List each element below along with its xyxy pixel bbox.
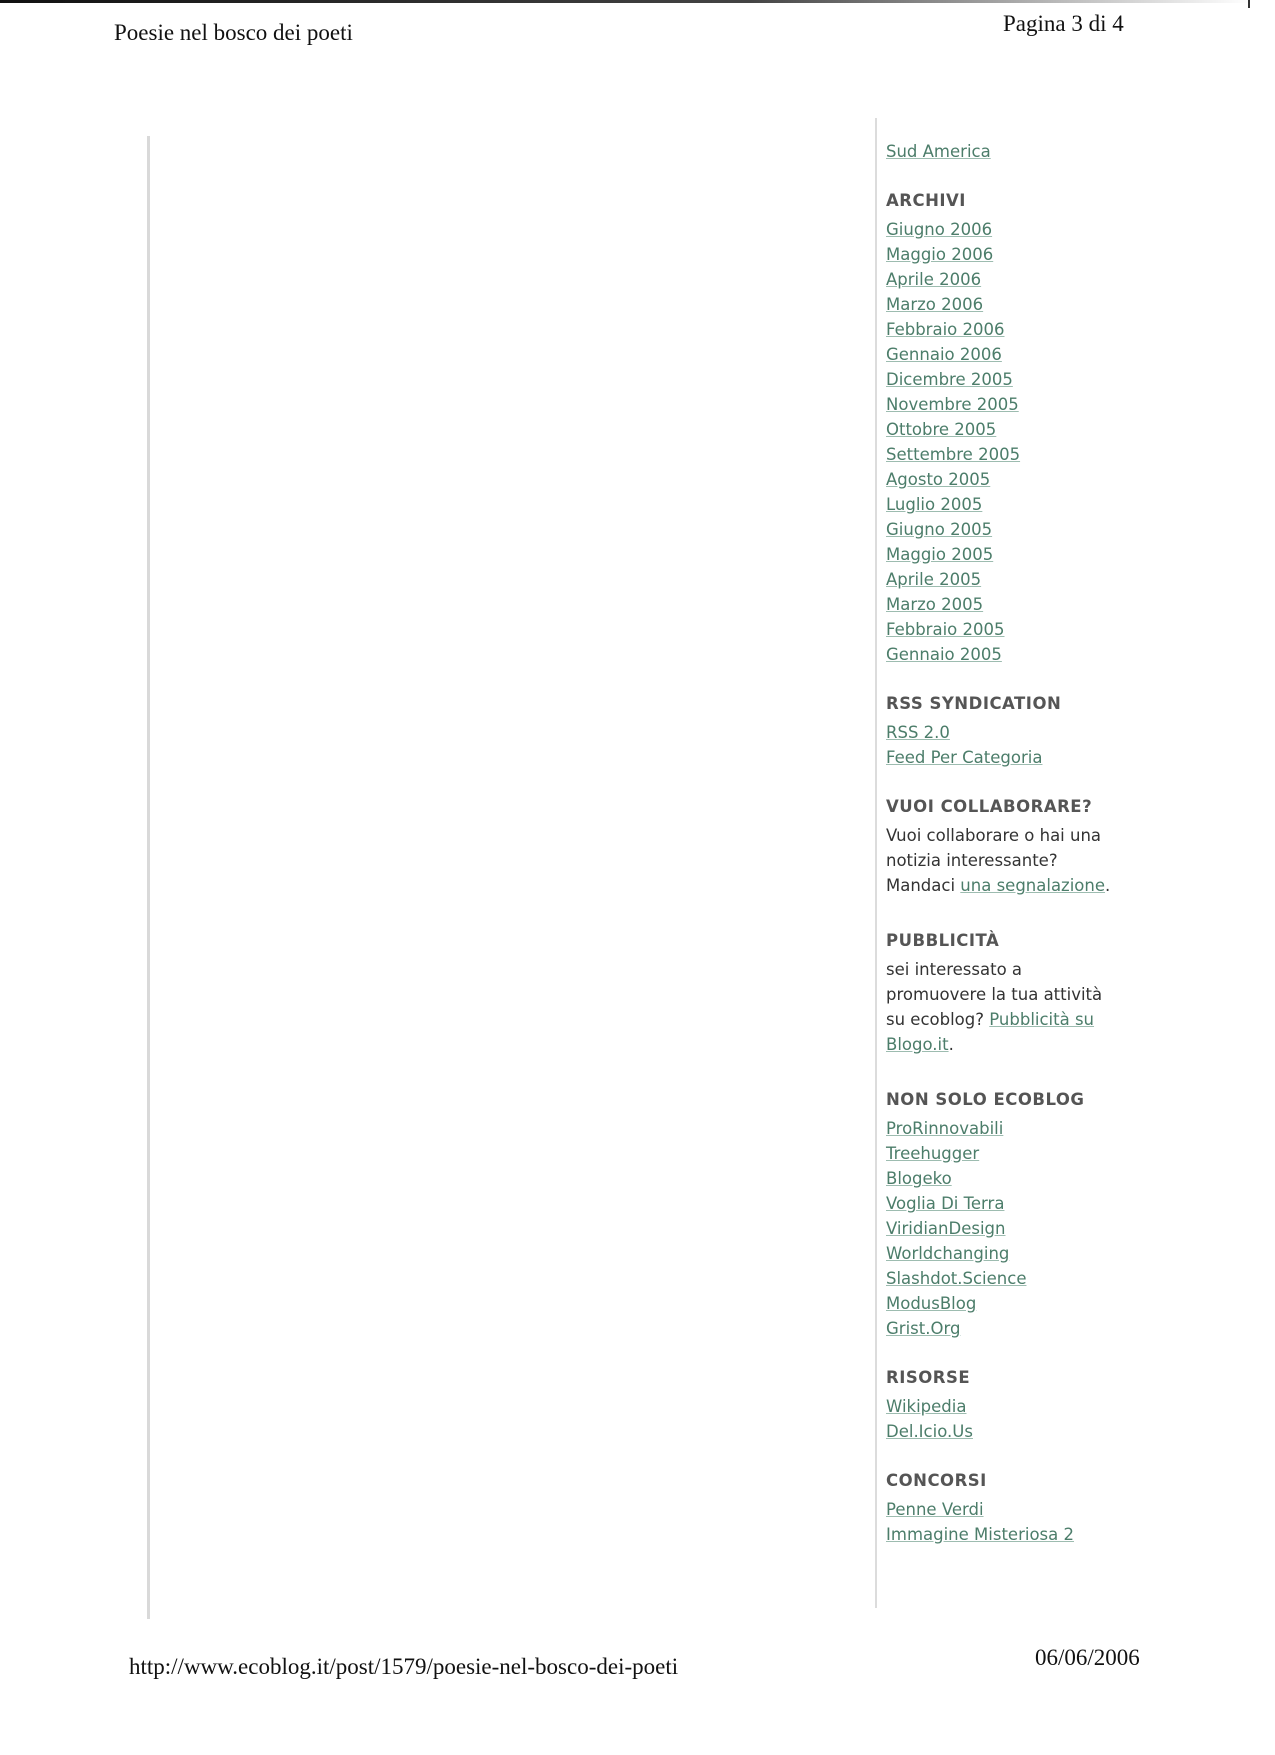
risorse-link[interactable]: Wikipedia bbox=[886, 1397, 967, 1416]
pubblicita-line-1: sei interessato a bbox=[886, 960, 1023, 979]
pubblicita-line-3-prefix: su ecoblog? bbox=[886, 1010, 990, 1029]
archivi-item bbox=[886, 467, 1146, 492]
collabora-line-2: notizia interessante? bbox=[886, 851, 1058, 870]
scan-edge-top bbox=[0, 0, 1250, 3]
non-solo-list bbox=[886, 1116, 1146, 1341]
non-solo-item bbox=[886, 1291, 1146, 1316]
non-solo-item bbox=[886, 1241, 1146, 1266]
archivi-link[interactable]: Maggio 2006 bbox=[886, 245, 994, 264]
archivi-link[interactable]: Febbraio 2006 bbox=[886, 320, 1005, 339]
print-footer-url: http://www.ecoblog.it/post/1579/poesie-nel-bosco-dei-poeti bbox=[129, 1654, 679, 1679]
archivi-item bbox=[886, 617, 1146, 642]
archivi-link[interactable]: Maggio 2005 bbox=[886, 545, 994, 564]
rss-item bbox=[886, 745, 1146, 770]
non-solo-item bbox=[886, 1116, 1146, 1141]
non-solo-link[interactable]: Slashdot.Science bbox=[886, 1269, 1027, 1288]
archivi-item bbox=[886, 442, 1146, 467]
archivi-link[interactable]: Giugno 2006 bbox=[886, 220, 993, 239]
pubblicita-text bbox=[886, 957, 1146, 1057]
print-header-title: Poesie nel bosco dei poeti bbox=[114, 20, 353, 45]
concorsi-item bbox=[886, 1522, 1146, 1547]
archivi-link[interactable]: Marzo 2006 bbox=[886, 295, 984, 314]
non-solo-link[interactable]: ModusBlog bbox=[886, 1294, 977, 1313]
collabora-line-3-prefix: Mandaci bbox=[886, 876, 961, 895]
archivi-item bbox=[886, 292, 1146, 317]
archivi-item bbox=[886, 567, 1146, 592]
concorsi-section bbox=[886, 1468, 1146, 1547]
archivi-item bbox=[886, 417, 1146, 442]
archivi-item bbox=[886, 367, 1146, 392]
non-solo-item bbox=[886, 1266, 1146, 1291]
non-solo-section bbox=[886, 1087, 1146, 1341]
archivi-link[interactable]: Giugno 2005 bbox=[886, 520, 993, 539]
sidebar-link-sud-america[interactable]: Sud America bbox=[886, 142, 991, 161]
archivi-link[interactable]: Aprile 2006 bbox=[886, 270, 982, 289]
risorse-item bbox=[886, 1419, 1146, 1444]
non-solo-item bbox=[886, 1216, 1146, 1241]
archivi-link[interactable]: Novembre 2005 bbox=[886, 395, 1019, 414]
rss-link[interactable]: RSS 2.0 bbox=[886, 723, 950, 742]
collabora-text bbox=[886, 823, 1146, 898]
archivi-list bbox=[886, 217, 1146, 667]
archivi-item bbox=[886, 592, 1146, 617]
concorsi-link[interactable]: Immagine Misteriosa 2 bbox=[886, 1525, 1074, 1544]
non-solo-link[interactable]: Voglia Di Terra bbox=[886, 1194, 1005, 1213]
archivi-link[interactable]: Ottobre 2005 bbox=[886, 420, 997, 439]
non-solo-link[interactable]: ViridianDesign bbox=[886, 1219, 1006, 1238]
sidebar-border bbox=[875, 118, 877, 1608]
archivi-section bbox=[886, 188, 1146, 667]
non-solo-item bbox=[886, 1316, 1146, 1341]
rss-list bbox=[886, 720, 1146, 770]
archivi-link[interactable]: Gennaio 2006 bbox=[886, 345, 1002, 364]
pubblicita-suffix: . bbox=[948, 1035, 954, 1054]
pubblicita-line-2: promuovere la tua attività bbox=[886, 985, 1103, 1004]
scan-edge-right bbox=[1248, 0, 1250, 8]
non-solo-item bbox=[886, 1191, 1146, 1216]
collabora-title: VUOI COLLABORARE? bbox=[886, 797, 1093, 816]
concorsi-item bbox=[886, 1497, 1146, 1522]
risorse-item bbox=[886, 1394, 1146, 1419]
archivi-link[interactable]: Luglio 2005 bbox=[886, 495, 983, 514]
risorse-list bbox=[886, 1394, 1146, 1444]
non-solo-link[interactable]: Worldchanging bbox=[886, 1244, 1010, 1263]
non-solo-link[interactable]: Treehugger bbox=[886, 1144, 980, 1163]
archivi-item bbox=[886, 267, 1146, 292]
archivi-item bbox=[886, 392, 1146, 417]
content-column-border bbox=[147, 136, 150, 1619]
pubblicita-section bbox=[886, 928, 1146, 1057]
archivi-item bbox=[886, 217, 1146, 242]
archivi-title: ARCHIVI bbox=[886, 191, 966, 210]
print-header-page-number: Pagina 3 di 4 bbox=[1003, 11, 1124, 36]
rss-section bbox=[886, 691, 1146, 770]
concorsi-link[interactable]: Penne Verdi bbox=[886, 1500, 984, 1519]
pubblicita-title: PUBBLICITÀ bbox=[886, 931, 1000, 950]
collabora-section bbox=[886, 794, 1146, 898]
archivi-item bbox=[886, 542, 1146, 567]
rss-link[interactable]: Feed Per Categoria bbox=[886, 748, 1043, 767]
archivi-link[interactable]: Febbraio 2005 bbox=[886, 620, 1005, 639]
archivi-link[interactable]: Dicembre 2005 bbox=[886, 370, 1013, 389]
non-solo-title: NON SOLO ECOBLOG bbox=[886, 1090, 1085, 1109]
print-footer-date: 06/06/2006 bbox=[1035, 1645, 1140, 1670]
concorsi-title: CONCORSI bbox=[886, 1471, 987, 1490]
non-solo-link[interactable]: Grist.Org bbox=[886, 1319, 961, 1338]
collabora-suffix: . bbox=[1105, 876, 1111, 895]
segnalazione-link[interactable]: una segnalazione bbox=[960, 876, 1106, 895]
non-solo-item bbox=[886, 1141, 1146, 1166]
archivi-item bbox=[886, 317, 1146, 342]
rss-item bbox=[886, 720, 1146, 745]
rss-title: RSS SYNDICATION bbox=[886, 694, 1062, 713]
archivi-link[interactable]: Aprile 2005 bbox=[886, 570, 982, 589]
non-solo-item bbox=[886, 1166, 1146, 1191]
non-solo-link[interactable]: ProRinnovabili bbox=[886, 1119, 1004, 1138]
risorse-section bbox=[886, 1365, 1146, 1444]
blogo-link[interactable]: Blogo.it bbox=[886, 1035, 949, 1054]
archivi-item bbox=[886, 642, 1146, 667]
non-solo-link[interactable]: Blogeko bbox=[886, 1169, 952, 1188]
archivi-link[interactable]: Agosto 2005 bbox=[886, 470, 991, 489]
risorse-title: RISORSE bbox=[886, 1368, 971, 1387]
collabora-line-1: Vuoi collaborare o hai una bbox=[886, 826, 1102, 845]
sidebar bbox=[886, 139, 1146, 1547]
archivi-link[interactable]: Marzo 2005 bbox=[886, 595, 984, 614]
archivi-link[interactable]: Settembre 2005 bbox=[886, 445, 1021, 464]
archivi-link[interactable]: Gennaio 2005 bbox=[886, 645, 1002, 664]
archivi-item bbox=[886, 517, 1146, 542]
archivi-item bbox=[886, 242, 1146, 267]
risorse-link[interactable]: Del.Icio.Us bbox=[886, 1422, 973, 1441]
pubblicita-link[interactable]: Pubblicità su bbox=[989, 1010, 1095, 1029]
archivi-item bbox=[886, 492, 1146, 517]
concorsi-list bbox=[886, 1497, 1146, 1547]
archivi-item bbox=[886, 342, 1146, 367]
